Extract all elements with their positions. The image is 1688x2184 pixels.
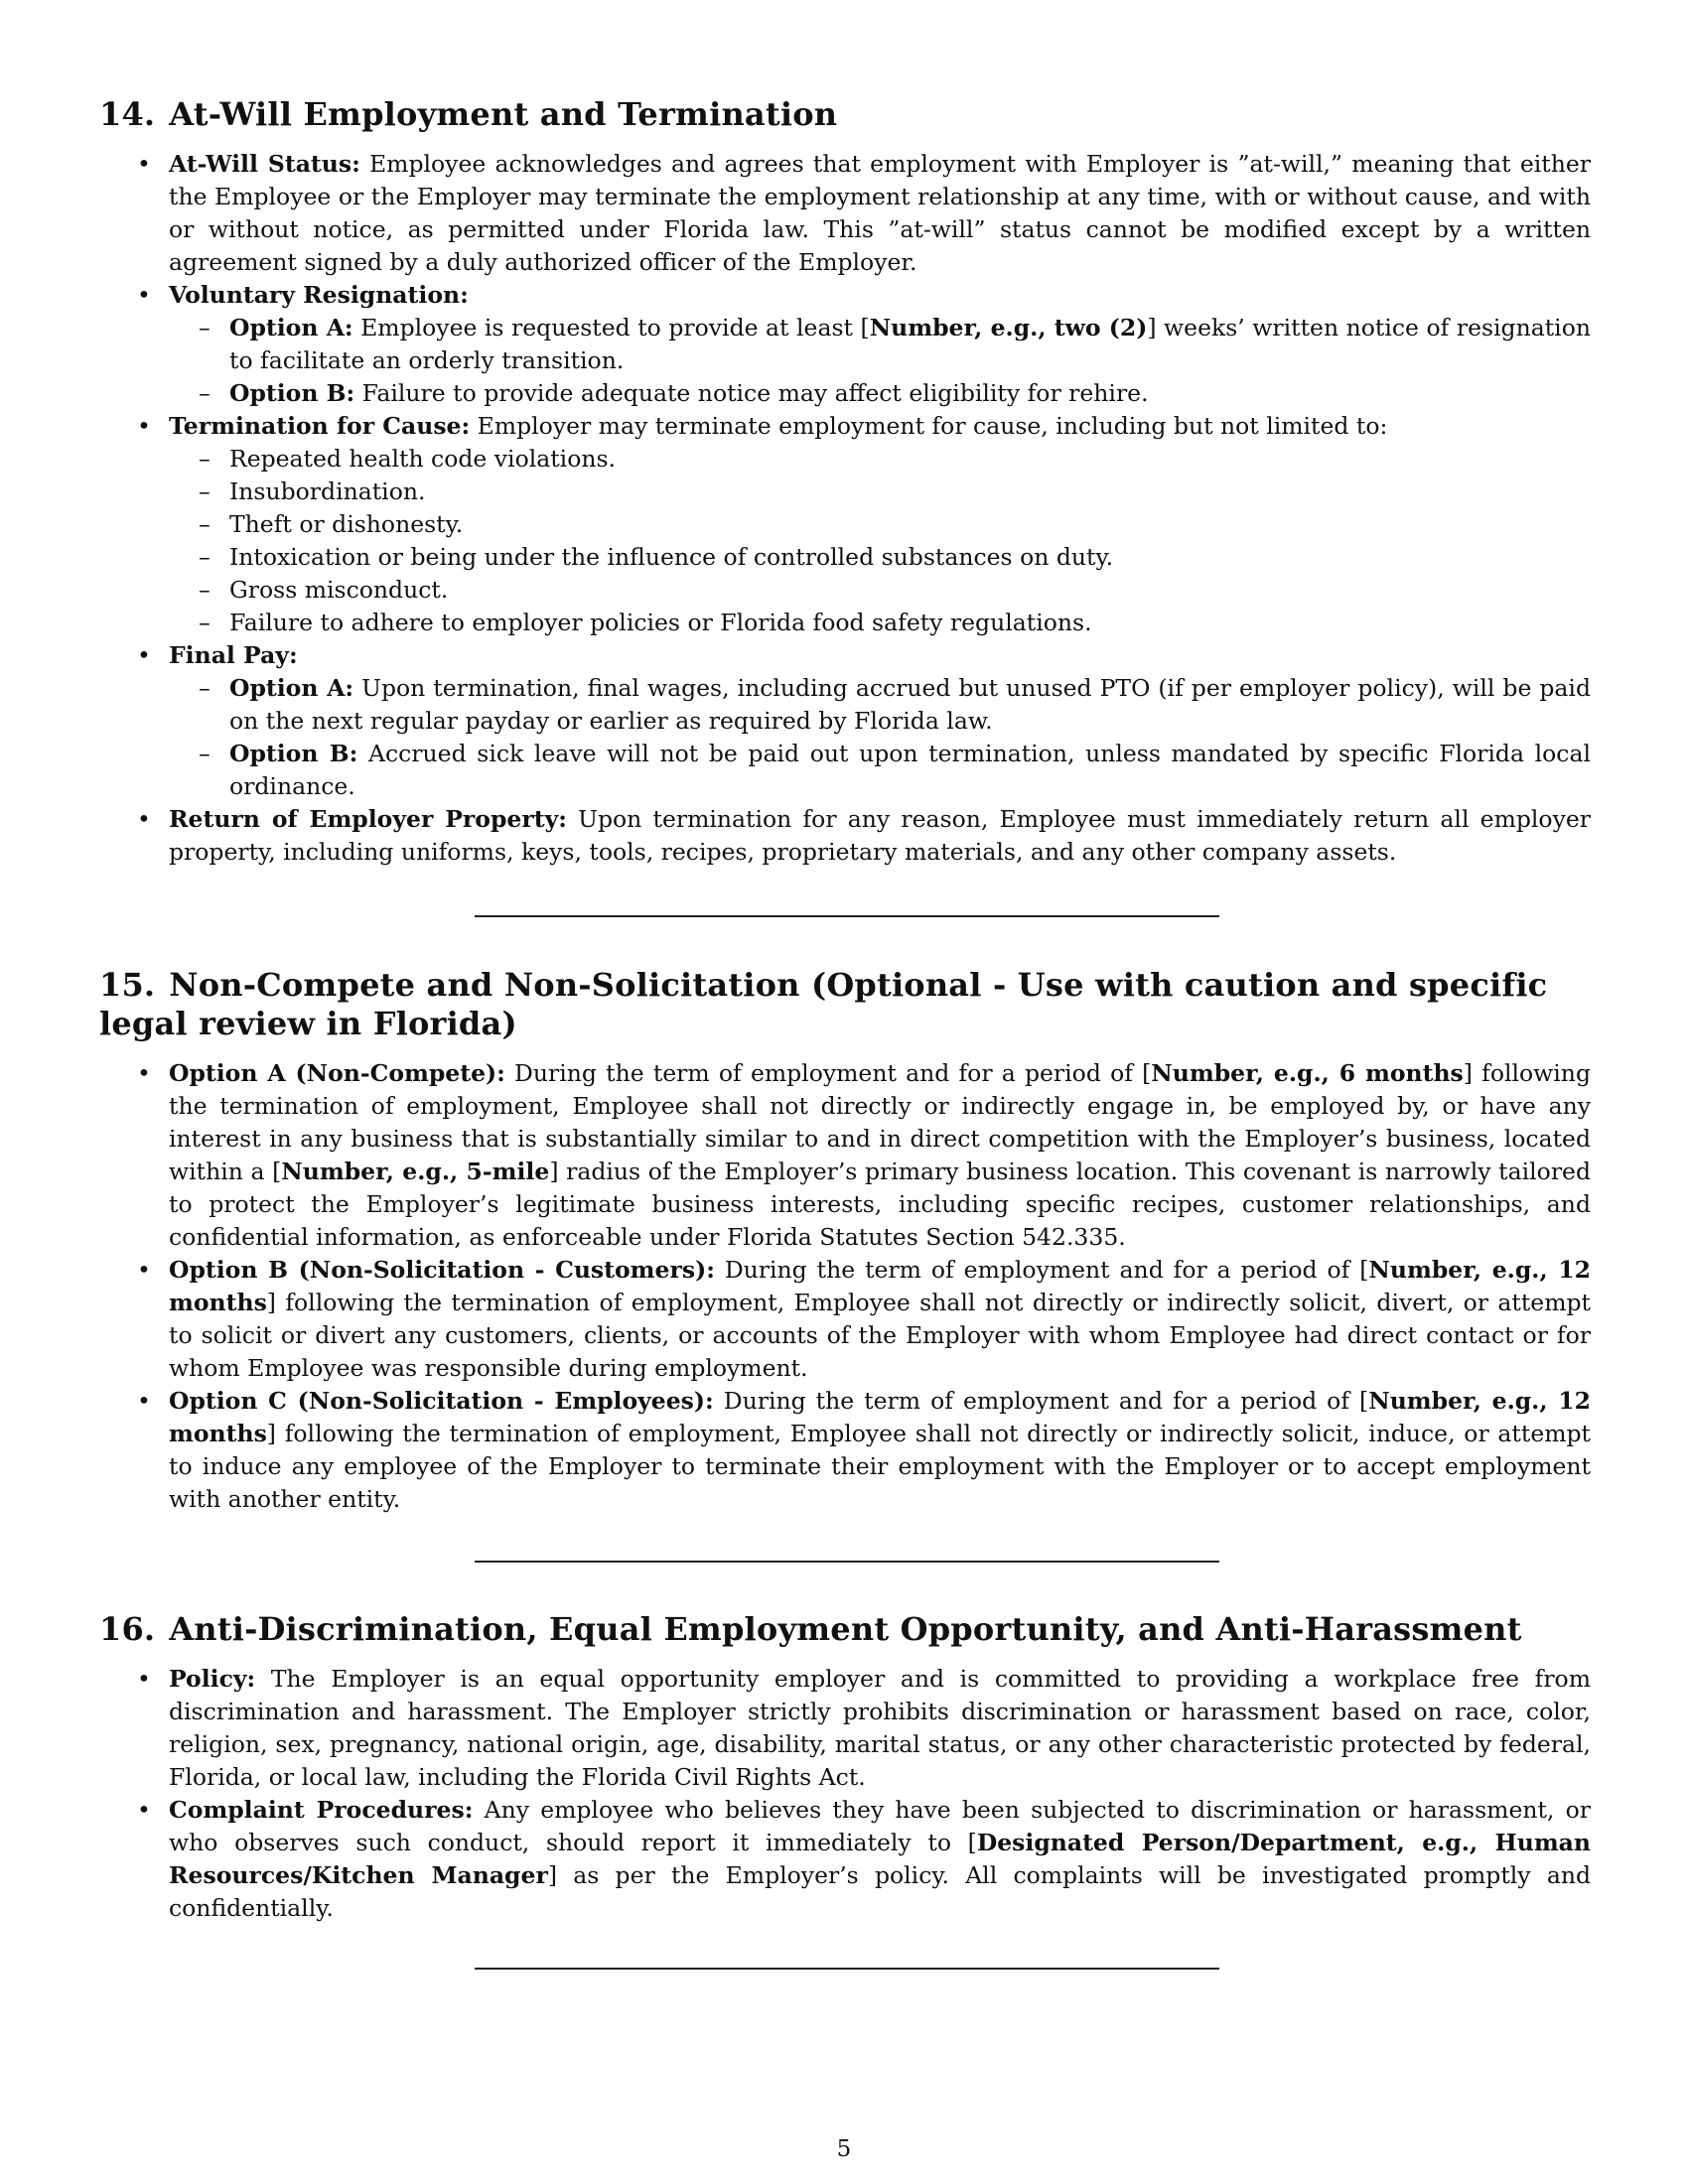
item-label: Termination for Cause:	[169, 412, 471, 440]
list-item	[99, 1385, 1591, 1516]
section-title: Anti-Discrimination, Equal Employment Opportunity, and Anti-Harassment	[169, 1610, 1522, 1648]
horizontal-rule	[475, 1968, 1219, 1970]
list-item	[99, 1254, 1591, 1385]
list-item	[99, 639, 1591, 803]
section-number: 14.	[99, 95, 156, 133]
item-text: ] following the termination of employment, Employee shall not directly or indirectly engage in, be employed by, or have any interest in any business that is substantially similar to and in direct competition with the Employer’s business, located within a [	[169, 1059, 1591, 1185]
page-number: 5	[836, 2136, 852, 2162]
section-16	[99, 1610, 1591, 1925]
item-text: Employee acknowledges and agrees that employment with Employer is ”at-will,” meaning that either the Employee or the Employer may terminate the employment relationship at any time, with or without cause, and with or without notice, as permitted under Florida law. This ”at-will” status cannot be modified except by a written agreement signed by a duly authorized officer of the Employer.	[169, 150, 1591, 276]
list-item	[99, 1794, 1591, 1925]
item-label: At-Will Status:	[169, 150, 360, 178]
section-number: 15.	[99, 966, 156, 1004]
sub-item	[169, 672, 1591, 738]
list-item	[99, 148, 1591, 279]
placeholder-text: Number, e.g., 12 months	[169, 1256, 1591, 1316]
placeholder-text: Number, e.g., 12 months	[169, 1387, 1591, 1447]
sub-item-text: Accrued sick leave will not be paid out upon termination, unless mandated by specific Florida local ordinance.	[229, 740, 1591, 800]
sub-list	[169, 443, 1591, 639]
item-text: During the term of employment and for a period of [	[713, 1387, 1369, 1415]
item-label: Final Pay:	[169, 641, 298, 669]
list-item	[99, 1057, 1591, 1254]
list-item	[99, 279, 1591, 410]
sub-item-text: Employee is requested to provide at least [	[352, 314, 870, 341]
section-heading	[99, 1610, 1591, 1649]
item-text: Any employee who believes they have been subjected to discrimination or harassment, or who observes such conduct, should report it immediately to [	[169, 1796, 1591, 1856]
list-item	[99, 1663, 1591, 1794]
sub-item-label: Option A:	[229, 674, 354, 702]
sub-item	[169, 377, 1591, 410]
placeholder-text: Number, e.g., 6 months	[1151, 1059, 1464, 1087]
sub-item-text: ] weeks’ written notice of resignation to facilitate an orderly transition.	[229, 314, 1591, 374]
item-text: ] radius of the Employer’s primary business location. This covenant is narrowly tailored to protect the Employer’s legitimate business interests, including specific recipes, customer relationships, and confidential information, as enforceable under Florida Statutes Section 542.335.	[169, 1158, 1592, 1251]
sub-item	[169, 738, 1591, 803]
sub-item-label: Option A:	[229, 314, 353, 341]
item-label: Voluntary Resignation:	[169, 281, 469, 309]
list-item	[99, 410, 1591, 639]
sub-item-text: Upon termination, final wages, including accrued but unused PTO (if per employer policy), will be paid on the next regular payday or earlier as required by Florida law.	[229, 674, 1591, 735]
sub-item	[169, 312, 1591, 377]
item-text: ] as per the Employer’s policy. All complaints will be investigated promptly and confidentially.	[169, 1861, 1592, 1922]
section-heading	[99, 966, 1591, 1043]
section-14	[99, 95, 1591, 869]
section-title: Non-Compete and Non-Solicitation (Optional - Use with caution and specific legal review in Florida)	[99, 966, 1548, 1042]
list-item	[99, 803, 1591, 869]
section-list	[99, 148, 1591, 869]
sub-item-label: Option B:	[229, 740, 358, 767]
sub-list	[169, 672, 1591, 803]
placeholder-text: Designated Person/Department, e.g., Human Resources/Kitchen Manager	[169, 1829, 1591, 1889]
item-label: Policy:	[169, 1665, 256, 1693]
sub-item: – Intoxication or being under the influence of controlled substances on duty.	[169, 541, 1591, 574]
item-text: ] following the termination of employment, Employee shall not directly or indirectly solicit, induce, or attempt to induce any employee of the Employer to terminate their employment with the Employer or to accept employment with another entity.	[169, 1420, 1591, 1513]
item-label: Option B (Non-Solicitation - Customers):	[169, 1256, 715, 1284]
placeholder-text: Number, e.g., 5-mile	[281, 1158, 550, 1185]
section-heading	[99, 95, 1591, 134]
sub-list	[169, 312, 1591, 410]
item-label: Complaint Procedures:	[169, 1796, 474, 1824]
sub-item: – Gross misconduct.	[169, 574, 1591, 607]
sub-item-label: Option B:	[229, 379, 355, 407]
placeholder-text: Number, e.g., two (2)	[869, 314, 1148, 341]
sub-item: – Theft or dishonesty.	[169, 508, 1591, 541]
horizontal-rule	[475, 915, 1219, 917]
item-text: ] following the termination of employment, Employee shall not directly or indirectly solicit, divert, or attempt to solicit or divert any customers, clients, or accounts of the Employer with whom Employee had direct contact or for whom Employee was responsible during employment.	[169, 1289, 1591, 1382]
section-list	[99, 1663, 1591, 1925]
sub-item-text: Failure to provide adequate notice may affect eligibility for rehire.	[354, 379, 1149, 407]
item-text: During the term of employment and for a period of [	[714, 1256, 1369, 1284]
section-list	[99, 1057, 1591, 1516]
item-label: Option A (Non-Compete):	[169, 1059, 505, 1087]
sub-item: – Failure to adhere to employer policies or Florida food safety regulations.	[169, 607, 1591, 639]
item-label: Option C (Non-Solicitation - Employees):	[169, 1387, 714, 1415]
item-text: During the term of employment and for a period of [	[504, 1059, 1152, 1087]
sub-item: – Insubordination.	[169, 476, 1591, 508]
section-15	[99, 966, 1591, 1516]
item-text: The Employer is an equal opportunity employer and is committed to providing a workplace free from discrimination and harassment. The Employer strictly prohibits discrimination or harassment based on race, color, religion, sex, pregnancy, national origin, age, disability, marital status, or any other characteristic protected by federal, Florida, or local law, including the Florida Civil Rights Act.	[169, 1665, 1591, 1791]
section-title: At-Will Employment and Termination	[169, 95, 838, 133]
item-label: Return of Employer Property:	[169, 805, 567, 833]
item-text: Employer may terminate employment for cause, including but not limited to:	[470, 412, 1388, 440]
horizontal-rule	[475, 1561, 1219, 1563]
sub-item: – Repeated health code violations.	[169, 443, 1591, 476]
section-number: 16.	[99, 1610, 156, 1648]
item-text: Upon termination for any reason, Employee must immediately return all employer property, including uniforms, keys, tools, recipes, proprietary materials, and any other company assets.	[169, 805, 1591, 866]
